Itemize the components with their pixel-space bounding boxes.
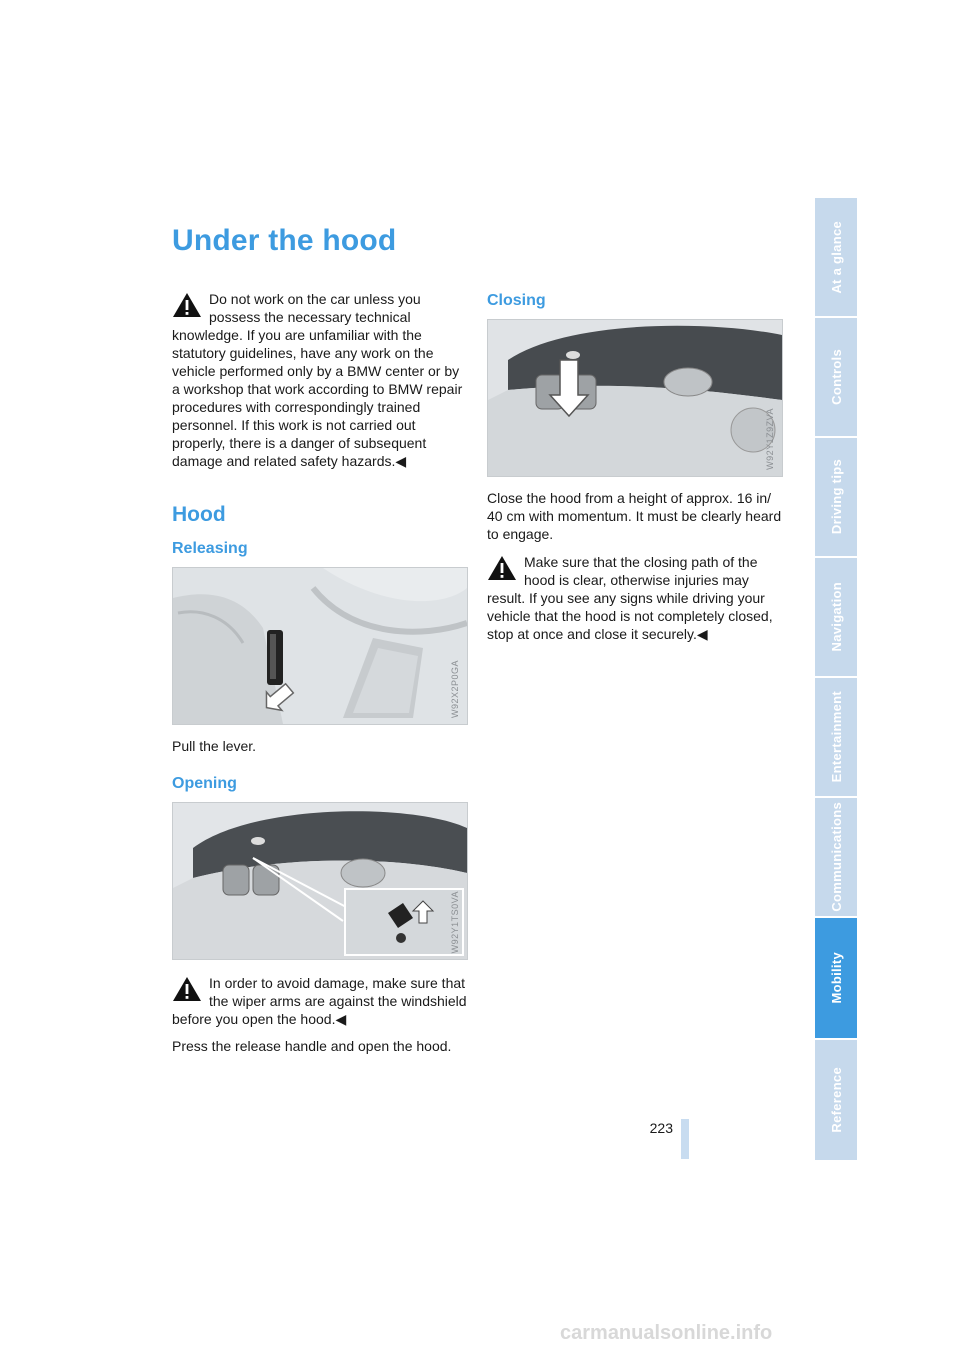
figure-code: W92Y1Z9ZVA bbox=[765, 408, 775, 470]
releasing-text: Pull the lever. bbox=[172, 738, 257, 754]
left-column bbox=[172, 290, 468, 1055]
subheading-opening: Opening bbox=[172, 775, 237, 792]
intro-warning-text: Do not work on the car unless you possess the necessary technical knowledge. If you are unfamiliar with the statutory guidelines, have any work on the vehicle performed only by a BMW center or by a workshop that work according to BMW repair procedures with correspondingly trained personnel. If this work is not carried out properly, there is a danger of subsequent damage and related safety hazards.◀ bbox=[172, 291, 463, 469]
closing-text: Close the hood from a height of approx. 16 in/ 40 cm with momentum. It must be clearly heard to engage. bbox=[487, 490, 782, 542]
sidebar-tab-reference[interactable]: Reference bbox=[815, 1040, 857, 1160]
releasing-figure bbox=[172, 567, 468, 725]
closing-figure bbox=[487, 319, 783, 477]
subheading-releasing: Releasing bbox=[172, 540, 248, 557]
closing-warning-text: Make sure that the closing path of the hood is clear, otherwise injuries may result. If you see any signs while driving your vehicle that the hood is not completely closed, stop at once and close it securely.◀ bbox=[487, 554, 773, 642]
page-number: 223 bbox=[649, 1120, 673, 1136]
opening-figure bbox=[172, 802, 468, 960]
sidebar-tab-at-a-glance[interactable]: At a glance bbox=[815, 198, 857, 316]
watermark: carmanualsonline.info bbox=[560, 1322, 773, 1344]
right-column bbox=[487, 290, 783, 643]
subheading-closing: Closing bbox=[487, 292, 546, 309]
sidebar-tab-controls[interactable]: Controls bbox=[815, 318, 857, 436]
closing-warning bbox=[487, 553, 783, 643]
intro-warning bbox=[172, 290, 468, 470]
sidebar-tab-navigation[interactable]: Navigation bbox=[815, 558, 857, 676]
opening-warning bbox=[172, 974, 468, 1028]
figure-code: W92X2P0GA bbox=[450, 659, 460, 718]
sidebar-tab-entertainment[interactable]: Entertainment bbox=[815, 678, 857, 796]
opening-text: Press the release handle and open the hood. bbox=[172, 1038, 452, 1054]
figure-code: W92Y1TS0VA bbox=[450, 890, 460, 953]
sidebar-tab-mobility[interactable]: Mobility bbox=[815, 918, 857, 1038]
warning-triangle-icon bbox=[172, 292, 202, 318]
page-title: Under the hood bbox=[172, 224, 397, 257]
page-marker bbox=[681, 1119, 689, 1159]
sidebar-tab-communications[interactable]: Communications bbox=[815, 798, 857, 916]
opening-warning-text: In order to avoid damage, make sure that the wiper arms are against the windshield before you open the hood.◀ bbox=[172, 975, 467, 1027]
warning-triangle-icon bbox=[172, 976, 202, 1002]
section-heading-hood: Hood bbox=[172, 503, 226, 526]
chapter-sidebar bbox=[815, 198, 857, 1160]
sidebar-tab-driving-tips[interactable]: Driving tips bbox=[815, 438, 857, 556]
warning-triangle-icon bbox=[487, 555, 517, 581]
